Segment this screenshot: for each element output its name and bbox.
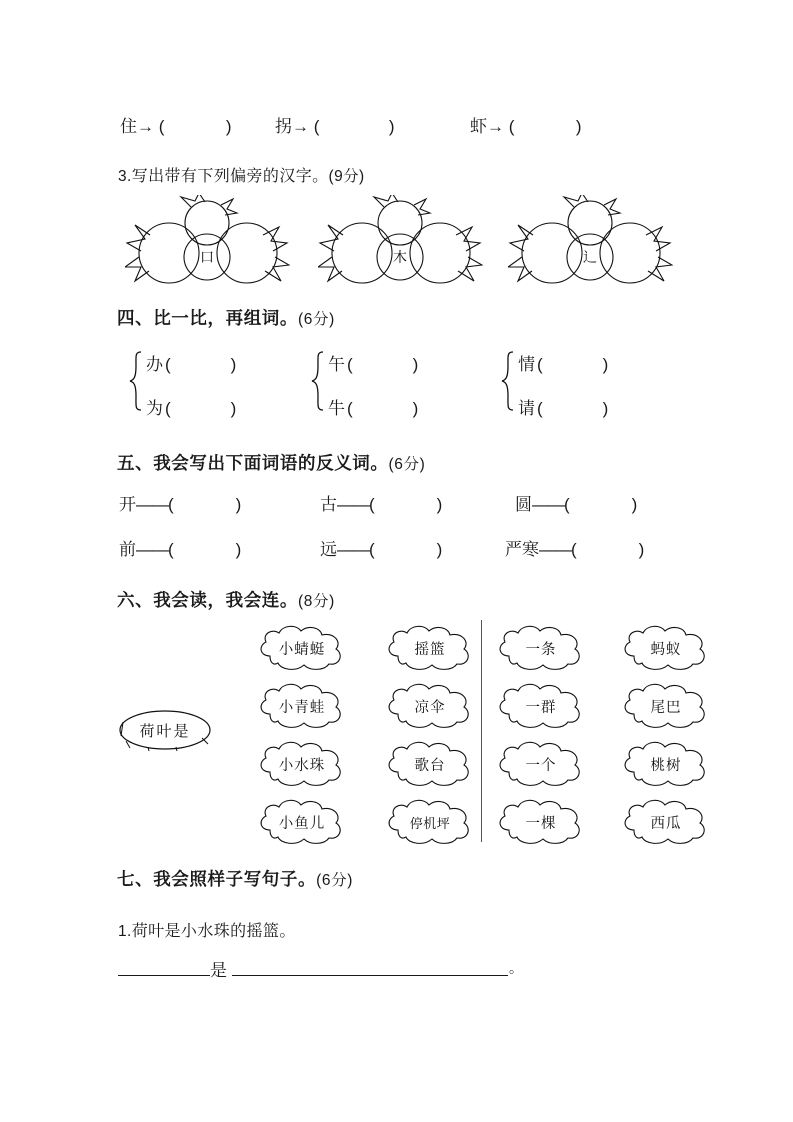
cloud-c2-r3[interactable] xyxy=(384,740,476,788)
cloud-c1-r3-label: 小水珠 xyxy=(278,757,326,774)
flower-shape-1 xyxy=(125,195,290,295)
cloud-c3-r3[interactable] xyxy=(495,740,587,788)
compare-group-3-bottom xyxy=(518,394,608,419)
cloud-c4-r1-label: 蚂蚁 xyxy=(650,641,682,658)
exercise-7-score: (6分) xyxy=(316,872,353,889)
compare-1-bot-open: ( xyxy=(165,399,171,418)
compare-group-2-top-char: 午 xyxy=(328,355,345,374)
matching-subject-bubble[interactable] xyxy=(118,708,212,752)
arrow-item-1-close: ) xyxy=(225,117,232,136)
antonym-item-6 xyxy=(505,535,644,560)
brace-icon-2 xyxy=(310,350,326,412)
compare-group-1-bottom xyxy=(146,394,236,419)
compare-group-1-bottom-char: 为 xyxy=(146,399,163,418)
antonym-3-close: ) xyxy=(631,495,638,514)
antonym-2-word: 古 xyxy=(320,495,337,514)
cloud-c4-r3[interactable] xyxy=(620,740,712,788)
flower-3-radical: 辶 xyxy=(583,249,597,265)
compare-2-top-open: ( xyxy=(347,355,353,374)
antonym-4-open: ( xyxy=(168,540,174,559)
cloud-c1-r3[interactable] xyxy=(256,740,348,788)
antonym-6-open: ( xyxy=(571,540,577,559)
cloud-c4-r2[interactable] xyxy=(620,682,712,730)
compare-3-bot-open: ( xyxy=(537,399,543,418)
arrow-item-1 xyxy=(120,112,232,137)
exercise-3-heading xyxy=(118,163,365,186)
exercise-4-heading xyxy=(117,305,335,330)
compare-group-3-bottom-char: 请 xyxy=(518,399,535,418)
compare-2-top-close: ) xyxy=(412,355,419,374)
antonym-5-close: ) xyxy=(436,540,443,559)
cloud-c3-r4[interactable] xyxy=(495,798,587,846)
exercise-7-example-number: 1. xyxy=(118,923,132,940)
cloud-c1-r1-label: 小蜻蜓 xyxy=(278,641,326,658)
exercise-7-example-text: 荷叶是小水珠的摇篮。 xyxy=(131,923,296,940)
cloud-c2-r1-label: 摇篮 xyxy=(414,641,446,658)
arrow-item-3-close: ) xyxy=(575,117,582,136)
flower-1-radical: 口 xyxy=(200,249,214,265)
antonym-5-dash: —— xyxy=(337,540,369,559)
arrow-item-1-open: ( xyxy=(158,117,165,136)
cloud-c1-r1[interactable] xyxy=(256,624,348,672)
arrow-item-2-char: 拐 xyxy=(275,117,292,136)
arrow-item-1-arrow: → xyxy=(137,117,154,136)
exercise-4-title: 四、比一比，再组词。 xyxy=(117,308,298,328)
antonym-3-dash: —— xyxy=(532,495,564,514)
cloud-c3-r2-label: 一群 xyxy=(525,699,557,716)
antonym-1-close: ) xyxy=(235,495,242,514)
exercise-7-heading xyxy=(117,866,353,891)
antonym-item-2 xyxy=(320,490,442,515)
antonym-6-close: ) xyxy=(638,540,645,559)
compare-group-3-top xyxy=(518,350,608,375)
exercise-4-score: (6分) xyxy=(298,311,335,328)
exercise-5-heading xyxy=(117,450,425,475)
cloud-c3-r1[interactable] xyxy=(495,624,587,672)
compare-group-2-bottom-char: 牛 xyxy=(328,399,345,418)
compare-group-2-top xyxy=(328,350,418,375)
brace-icon-3 xyxy=(500,350,516,412)
flower-shape-3 xyxy=(508,195,673,295)
antonym-4-close: ) xyxy=(235,540,242,559)
compare-1-bot-close: ) xyxy=(230,399,237,418)
cloud-c2-r4-label: 停机坪 xyxy=(409,815,451,831)
flower-diagram-1 xyxy=(125,195,290,295)
cloud-c3-r3-label: 一个 xyxy=(525,757,557,774)
exercise-7-example xyxy=(118,918,296,941)
antonym-1-dash: —— xyxy=(136,495,168,514)
cloud-c2-r1[interactable] xyxy=(384,624,476,672)
arrow-item-3-open: ( xyxy=(508,117,515,136)
arrow-item-2-open: ( xyxy=(313,117,320,136)
antonym-4-word: 前 xyxy=(119,540,136,559)
cloud-c1-r4-label: 小鱼儿 xyxy=(278,815,326,832)
antonym-2-open: ( xyxy=(369,495,375,514)
cloud-c2-r2[interactable] xyxy=(384,682,476,730)
antonym-item-5 xyxy=(320,535,442,560)
exercise-6-heading xyxy=(117,587,335,612)
cloud-c4-r4-label: 西瓜 xyxy=(650,815,682,832)
exercise-6-score: (8分) xyxy=(298,593,335,610)
exercise-3-title: 写出带有下列偏旁的汉字。 xyxy=(131,168,329,185)
compare-3-top-open: ( xyxy=(537,355,543,374)
cloud-c1-r4[interactable] xyxy=(256,798,348,846)
antonym-4-dash: —— xyxy=(136,540,168,559)
brace-icon-1 xyxy=(128,350,144,412)
antonym-1-word: 开 xyxy=(119,495,136,514)
flower-shape-2 xyxy=(318,195,483,295)
cloud-c2-r3-label: 歌台 xyxy=(414,757,446,774)
compare-1-top-open: ( xyxy=(165,355,171,374)
arrow-item-2-close: ) xyxy=(388,117,395,136)
antonym-2-close: ) xyxy=(436,495,443,514)
arrow-item-3-arrow: → xyxy=(487,117,504,136)
exercise-5-score: (6分) xyxy=(388,456,426,473)
compare-3-top-close: ) xyxy=(602,355,609,374)
cloud-c4-r2-label: 尾巴 xyxy=(650,699,682,716)
flower-diagram-3 xyxy=(508,195,673,295)
answer-blank-1[interactable] xyxy=(118,975,210,976)
arrow-item-1-char: 住 xyxy=(120,117,137,136)
compare-2-bot-close: ) xyxy=(412,399,419,418)
exercise-3-score: (9分) xyxy=(328,168,365,185)
answer-blank-2[interactable] xyxy=(232,975,508,976)
antonym-item-4 xyxy=(119,535,241,560)
exercise-5-title: 五、我会写出下面词语的反义词。 xyxy=(117,453,389,473)
cloud-c3-r1-label: 一条 xyxy=(525,641,557,658)
antonym-5-word: 远 xyxy=(320,540,337,559)
antonym-1-open: ( xyxy=(168,495,174,514)
arrow-item-3 xyxy=(470,112,582,137)
flower-2-radical: 木 xyxy=(393,249,407,265)
answer-connector: 是 xyxy=(210,961,227,980)
cloud-c4-r4[interactable] xyxy=(620,798,712,846)
arrow-item-3-char: 虾 xyxy=(470,117,487,136)
compare-group-1-top-char: 办 xyxy=(146,355,163,374)
matching-divider xyxy=(481,620,482,842)
compare-3-bot-close: ) xyxy=(602,399,609,418)
cloud-c1-r2[interactable] xyxy=(256,682,348,730)
compare-group-3-top-char: 情 xyxy=(518,355,535,374)
compare-group-1-top xyxy=(146,350,236,375)
exercise-6-title: 六、我会读，我会连。 xyxy=(117,590,298,610)
flower-diagram-2 xyxy=(318,195,483,295)
compare-2-bot-open: ( xyxy=(347,399,353,418)
cloud-c3-r4-label: 一棵 xyxy=(525,815,557,832)
antonym-2-dash: —— xyxy=(337,495,369,514)
cloud-c4-r1[interactable] xyxy=(620,624,712,672)
compare-1-top-close: ) xyxy=(230,355,237,374)
antonym-5-open: ( xyxy=(369,540,375,559)
arrow-item-2-arrow: → xyxy=(292,117,309,136)
exercise-7-title: 七、我会照样子写句子。 xyxy=(117,869,317,889)
answer-period: 。 xyxy=(509,960,523,976)
antonym-3-open: ( xyxy=(564,495,570,514)
cloud-c4-r3-label: 桃树 xyxy=(650,757,682,774)
antonym-6-word: 严寒 xyxy=(505,540,539,559)
antonym-item-3 xyxy=(515,490,637,515)
cloud-c1-r2-label: 小青蛙 xyxy=(278,699,326,716)
compare-group-2-bottom xyxy=(328,394,418,419)
antonym-6-dash: —— xyxy=(539,540,571,559)
cloud-c2-r4[interactable] xyxy=(384,798,476,846)
matching-subject-label: 荷叶是 xyxy=(139,722,191,740)
cloud-c3-r2[interactable] xyxy=(495,682,587,730)
cloud-c2-r2-label: 凉伞 xyxy=(414,699,446,716)
exercise-3-number: 3. xyxy=(118,168,132,185)
antonym-item-1 xyxy=(119,490,241,515)
arrow-item-2 xyxy=(275,112,395,137)
antonym-3-word: 圆 xyxy=(515,495,532,514)
